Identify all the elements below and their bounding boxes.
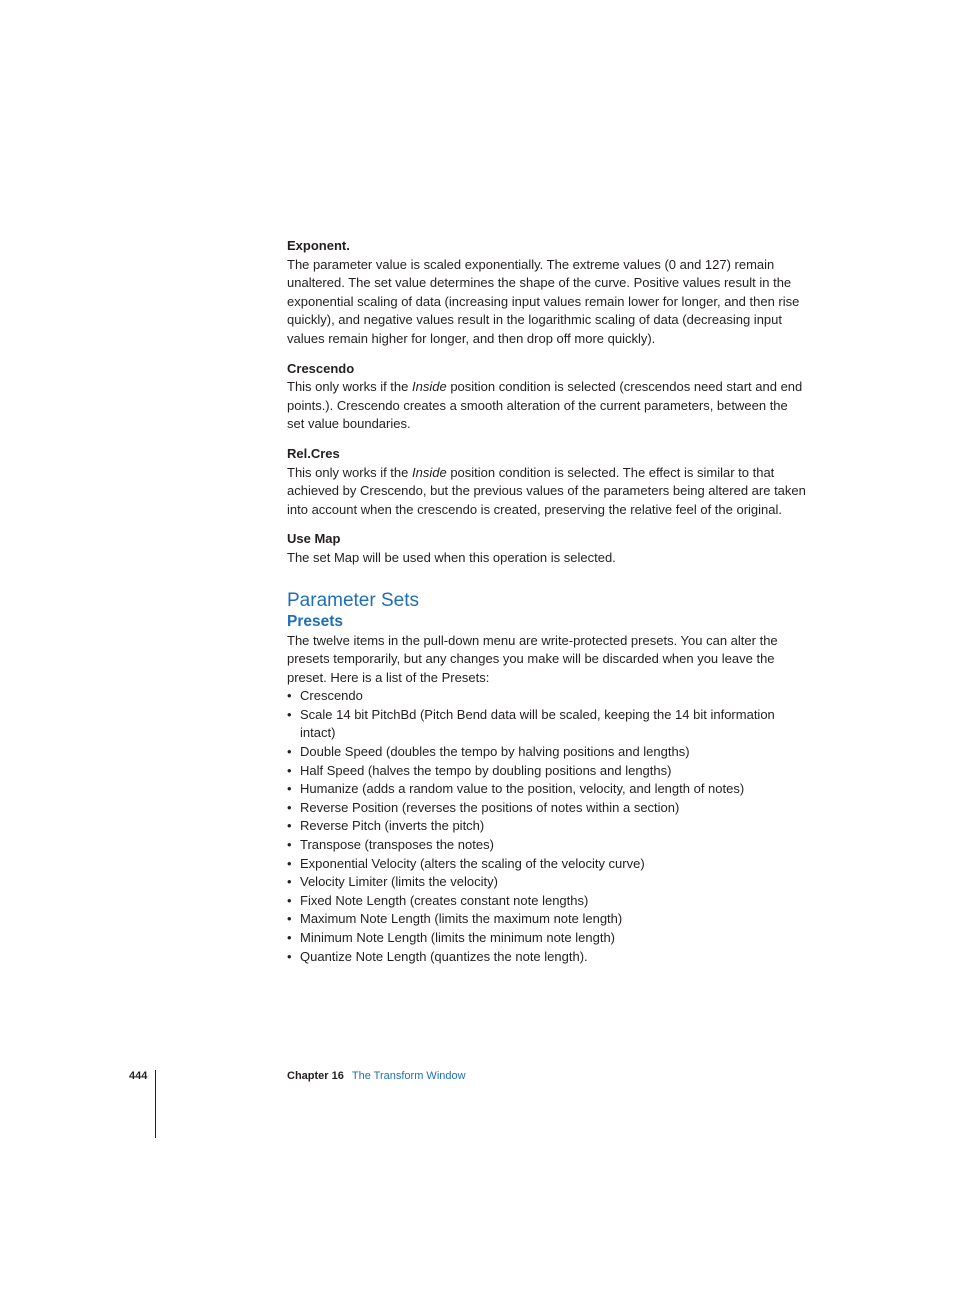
bullet-icon: • [287,837,292,853]
preset-list-item [287,687,807,706]
bullet-icon: • [287,762,292,778]
bullet-icon: • [287,948,292,964]
preset-text: Exponential Velocity (alters the scaling of the velocity curve) [300,855,645,871]
preset-list-item [287,873,807,892]
footer-divider [155,1070,156,1138]
bullet-icon: • [287,688,292,704]
preset-list-item [287,892,807,911]
definition-use-map [287,530,807,567]
page-content [287,237,807,966]
definition-body [287,549,807,568]
section-heading: Parameter Sets [287,589,419,611]
body-emphasis: Inside [412,379,447,395]
definition-term: Exponent. [287,238,350,253]
page-number: 444 [129,1070,148,1082]
preset-list-item [287,855,807,874]
bullet-icon: • [287,706,292,722]
body-text: position condition is selected (crescendos need start and end points.). Crescendo creates a smooth alteration of the current parameters, between the set value boundaries. [287,379,803,432]
preset-text: Fixed Note Length (creates constant note lengths) [300,892,589,908]
bullet-icon: • [287,799,292,815]
preset-list-item [287,817,807,836]
preset-text: Reverse Position (reverses the positions of notes within a section) [300,799,680,815]
chapter-footer [287,1070,466,1082]
definition-exponent [287,237,807,349]
preset-list-item [287,910,807,929]
preset-list-item [287,780,807,799]
preset-text: Double Speed (doubles the tempo by halving positions and lengths) [300,744,690,760]
definition-body [287,464,807,520]
preset-text: Minimum Note Length (limits the minimum note length) [300,930,616,945]
body-text: position condition is selected. The effect is similar to that achieved by Crescendo, but the previous values of the parameters being altered are taken into account when the crescendo is created, preserving the relative feel of the original. [287,464,806,517]
preset-text: Reverse Pitch (inverts the pitch) [300,818,485,834]
preset-text: Humanize (adds a random value to the position, velocity, and length of notes) [300,781,745,797]
bullet-icon: • [287,818,292,834]
chapter-label: Chapter 16 [287,1070,344,1082]
bullet-icon: • [287,892,292,908]
preset-text: Velocity Limiter (limits the velocity) [300,874,498,890]
bullet-icon: • [287,911,292,927]
presets-list [287,687,807,966]
body-text: The parameter value is scaled exponentially. The extreme values (0 and 127) remain unaltered. The set value determines the shape of the curve. Positive values result in the exponential scaling of data (increasing input values remain lower for longer, and then rise quickly), and negative values result in the logarithmic scaling of data (decreasing input values remain higher for longer, and then drop off more quickly). [287,256,800,346]
preset-list-item [287,836,807,855]
definition-body [287,378,807,434]
definition-term: Crescendo [287,360,355,376]
definition-term: Rel.Cres [287,445,340,461]
preset-text: Crescendo [300,688,363,704]
body-text: This only works if the [287,379,412,395]
preset-list-item [287,929,807,948]
preset-text: Half Speed (halves the tempo by doubling positions and lengths) [300,762,672,778]
body-text: This only works if the [287,464,412,480]
body-emphasis: Inside [412,464,447,480]
preset-text: Transpose (transposes the notes) [300,837,494,853]
bullet-icon: • [287,744,292,760]
presets-intro: The twelve items in the pull-down menu are write-protected presets. You can alter the presets temporarily, but any changes you make will be discarded when you leave the preset. Here is a list of the Presets: [287,632,778,685]
preset-list-item [287,706,807,743]
definition-body [287,256,807,349]
preset-list-item [287,743,807,762]
preset-list-item [287,799,807,818]
bullet-icon: • [287,855,292,871]
body-text: The set Map will be used when this operation is selected. [287,549,616,565]
preset-text: Quantize Note Length (quantizes the note length). [300,948,588,964]
definition-crescendo [287,360,807,434]
preset-list-item [287,762,807,781]
preset-list-item [287,948,807,967]
definition-term: Use Map [287,531,341,547]
chapter-title: The Transform Window [351,1070,466,1082]
preset-text: Scale 14 bit PitchBd (Pitch Bend data will be scaled, keeping the 14 bit information intact) [300,706,775,741]
bullet-icon: • [287,874,292,890]
bullet-icon: • [287,930,292,945]
section-subheading: Presets [287,612,344,630]
bullet-icon: • [287,781,292,797]
definition-rel-cres [287,445,807,519]
preset-text: Maximum Note Length (limits the maximum note length) [300,911,623,927]
